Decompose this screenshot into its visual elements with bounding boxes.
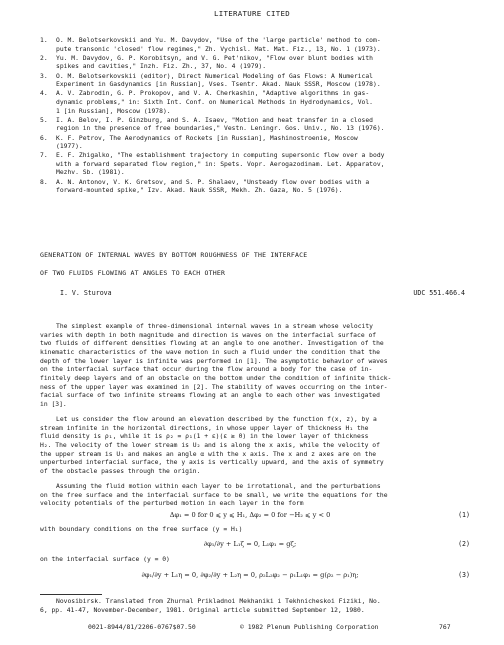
journal-code: 0021-8944/81/2206-0767$07.50 xyxy=(88,623,196,631)
equation-expression: ∂φ₁/∂y + L₁η = 0, ∂φ₂/∂y + L₂η = 0, ρ₂L₂φ₂ − ρ₁L₁φ₁ = g(ρ₂ − ρ₁)η; xyxy=(141,571,359,579)
reference-item xyxy=(40,179,480,196)
article-title-line: OF TWO FLUIDS FLOWING AT ANGLES TO EACH OTHER xyxy=(40,269,226,277)
reference-text: O. M. Belotserkovskii (editor), Direct Numerical Modeling of Gas Flows: A Numerical Experiment in Gasdynamics [in Russian], Vses. Tsentr. Akad. Nauk SSSR, Moscow (1978). xyxy=(56,72,381,89)
equation-expression: Δφ₁ = 0 for 0 ⩽ y ⩽ H₁, Δφ₂ = 0 for −H₂ ⩽ y < 0 xyxy=(169,511,331,519)
reference-number: 5. xyxy=(40,116,48,124)
reference-item xyxy=(40,55,480,72)
copyright-notice: © 1982 Plenum Publishing Corporation xyxy=(240,623,379,631)
reference-text: A. V. Zabrodin, G. P. Prokopov, and V. A. Cherkashin, "Adaptive algorithms in gas- dynamic problems," in: Sixth Int. Conf. on Numerical Methods in Hydrodynamics, Vol. 1 [in Russian], Moscow (1978). xyxy=(56,90,373,115)
reference-item xyxy=(40,73,480,90)
reference-item xyxy=(40,90,480,116)
reference-item xyxy=(40,135,480,152)
equation-2 xyxy=(40,540,480,550)
footnote-divider xyxy=(40,594,102,595)
byline xyxy=(60,289,465,297)
literature-cited-heading: LITERATURE CITED xyxy=(214,9,290,18)
interface-conditions-lead: on the interfacial surface (y = 0) xyxy=(40,556,170,563)
reference-number: 2. xyxy=(40,54,48,62)
reference-item xyxy=(40,152,480,178)
page-footer xyxy=(0,623,504,633)
reference-number: 1. xyxy=(40,37,48,44)
equation-number: (1) xyxy=(458,511,470,519)
reference-text: A. N. Antonov, V. K. Gretsov, and S. P. Shalaev, "Unsteady flow over bodies with a forward-mounted spike," Izv. Akad. Nauk SSSR, Mekh. Zh. Gaza, No. 5 (1976). xyxy=(56,178,370,195)
equation-1 xyxy=(40,511,480,521)
reference-item xyxy=(40,37,480,54)
reference-number: 3. xyxy=(40,72,48,80)
reference-text: Yu. M. Davydov, G. P. Korobitsyn, and V. G. Pet'nikov, "Flow over blunt bodies with spikes and cavities," Inzh. Fiz. Zh., 37, No. 4 (1979). xyxy=(56,54,373,71)
author-name: I. V. Sturova xyxy=(60,289,112,297)
reference-number: 4. xyxy=(40,90,48,98)
reference-item xyxy=(40,117,480,134)
paragraph-assumptions: Assuming the fluid motion within each layer to be irrotational, and the perturbations on the free surface and the interfacial surface to be small, we write the equations for the velocity potentials of the perturbed motion in each layer in the form xyxy=(40,483,388,508)
footnote: Novosibirsk. Translated from Zhurnal Prikladnoi Mekhaniki i Tekhnicheskoi Fiziki, No. 6, pp. 41-47, November-December, 1981. Original article submitted September 12, 1980. xyxy=(40,598,381,614)
boundary-conditions-lead: with boundary conditions on the free surface (y = H₁) xyxy=(40,526,243,533)
paragraph-intro: The simplest example of three-dimensional internal waves in a stream whose velocity varies with depth in both magnitude and direction is waves on the interfacial surface of two fluids of different densities flowing at an angle to one another. Investigation of the kinematic characteristics of the wave motion in such a fluid under the condition that the depth of the lower layer is infinite was performed in [1]. The asymptotic behavior of waves on the interfacial surface that occur during the flow around a body for the case of in- finitely deep layers and of an obstacle on the bottom under the condition of infinite thick- ness of the upper layer was examined in [2]. The stability of waves occurring on the inter- facial surface of two infinite streams flowing at an angle to each other was investigated in [3]. xyxy=(40,323,392,408)
equation-number: (3) xyxy=(458,571,470,579)
paragraph-setup: Let us consider the flow around an elevation described by the function f(x, z), by a stream infinite in the horizontal directions, in whose upper layer of thickness H₁ the fluid density is ρ₁, while it is ρ₂ = ρ₁(1 + ε)(ε ≥ 0) in the lower layer of thickness H₂. The velocity of the lower stream is U₂ and is along the x axis, while the velocity of the upper stream is U₁ and makes an angle α with the x axis. The x and z axes are on the unperturbed interfacial surface, the y axis is vertically upward, and the axis of symmetry of the obstacle passes through the origin. xyxy=(40,416,384,475)
udc-code: UDC 551.466.4 xyxy=(413,289,465,297)
reference-text: E. F. Zhigalko, "The establishment trajectory in computing supersonic flow over a body with a forward separated flow region," in: Spets. Vopr. Aerogazodinam. Let. Apparatov, Mezhv. Sb. (1981). xyxy=(56,152,385,177)
reference-text: K. F. Petrov, The Aerodynamics of Rockets [in Russian], Mashinostroenie, Moscow (1977). xyxy=(56,134,358,151)
article-title xyxy=(40,246,480,282)
reference-number: 6. xyxy=(40,134,48,142)
reference-text: O. M. Belotserkovskii and Yu. M. Davydov, "Use of the 'large particle' method to com- pute transonic 'closed' flow regimes," Zh. Vychisl. Mat. Mat. Fiz., 13, No. 1 (1973). xyxy=(56,37,381,53)
reference-text: I. A. Belov, I. P. Ginzburg, and S. A. Isaev, "Motion and heat transfer in a closed region in the presence of free boundaries," Vestn. Leningr. Gos. Univ., No. 13 (1976). xyxy=(56,116,385,133)
equation-3 xyxy=(40,571,480,581)
equation-number: (2) xyxy=(458,540,470,548)
equation-expression: ∂φ₁/∂y + L₁ζ = 0, L₁φ₁ = gζ; xyxy=(203,540,297,548)
reference-number: 7. xyxy=(40,152,48,160)
article-title-line: GENERATION OF INTERNAL WAVES BY BOTTOM ROUGHNESS OF THE INTERFACE xyxy=(40,251,308,259)
reference-list xyxy=(40,37,480,196)
page-number: 767 xyxy=(439,623,451,631)
reference-number: 8. xyxy=(40,178,48,186)
